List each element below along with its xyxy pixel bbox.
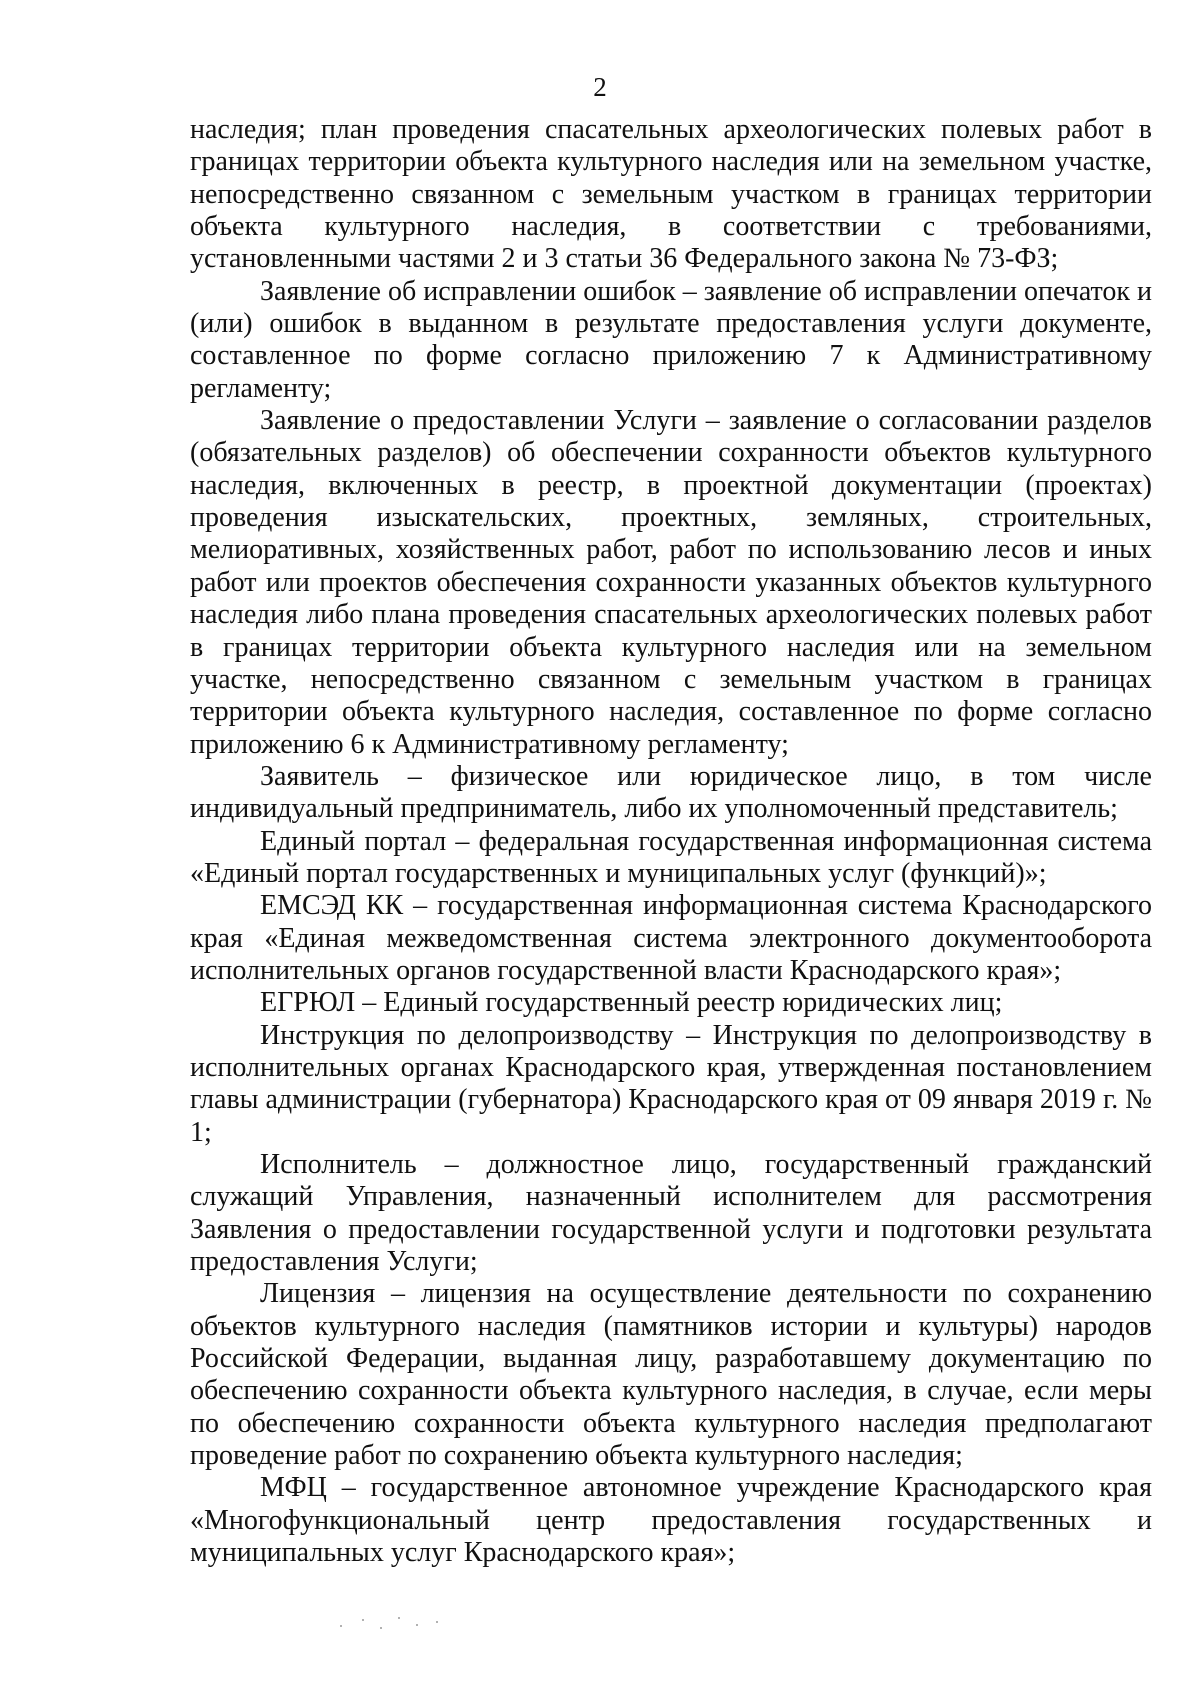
scan-speckle [340,1615,450,1631]
document-body [190,114,1152,1569]
paragraph-mfc: МФЦ – государственное автономное учреждение Краснодарского края «Многофункциональный центр предоставления государственных и муниципальных услуг Краснодарского края»; [190,1472,1152,1569]
page-number: 2 [593,72,607,102]
paragraph-executor: Исполнитель – должностное лицо, государственный гражданский служащий Управления, назначенный исполнителем для рассмотрения Заявления о предоставлении государственной услуги и подготовки результата предоставления Услуги; [190,1149,1152,1278]
paragraph-service-application: Заявление о предоставлении Услуги – заявление о согласовании разделов (обязательных разделов) об обеспечении сохранности объектов культурного наследия, включенных в реестр, в проектной документации (проектах) проведения изыскательских, проектных, земляных, строительных, мелиоративных, хозяйственных работ, работ по использованию лесов и иных работ или проектов обеспечения сохранности указанных объектов культурного наследия либо плана проведения спасательных археологических полевых работ в границах территории объекта культурного наследия или на земельном участке, непосредственно связанном с земельным участком в границах территории объекта культурного наследия, составленное по форме согласно приложению 6 к Административному регламенту; [190,405,1152,760]
paragraph-license: Лицензия – лицензия на осуществление деятельности по сохранению объектов культурного наследия (памятников истории и культуры) народов Российской Федерации, выданная лицу, разработавшему документацию по обеспечению сохранности объекта культурного наследия, в случае, если меры по обеспечению сохранности объекта культурного наследия предполагают проведение работ по сохранению объекта культурного наследия; [190,1278,1152,1472]
paragraph-applicant: Заявитель – физическое или юридическое лицо, в том числе индивидуальный предприниматель, либо их уполномоченный представитель; [190,760,1152,825]
paragraph-error-correction-application: Заявление об исправлении ошибок – заявление об исправлении опечаток и (или) ошибок в выданном в результате предоставления услуги документе, составленное по форме согласно приложению 7 к Административному регламенту; [190,275,1152,404]
paragraph-heritage-plan: наследия; план проведения спасательных археологических полевых работ в границах территории объекта культурного наследия или на земельном участке, непосредственно связанном с земельным участком в границах территории объекта культурного наследия, в соответствии с требованиями, установленными частями 2 и 3 статьи 36 Федерального закона № 73-ФЗ; [190,114,1152,275]
paragraph-unified-portal: Единый портал – федеральная государственная информационная система «Единый портал государственных и муниципальных услуг (функций)»; [190,825,1152,889]
paragraph-egrul: ЕГРЮЛ – Единый государственный реестр юридических лиц; [260,987,1003,1019]
paragraph-records-instruction: Инструкция по делопроизводству – Инструкция по делопроизводству в исполнительных органах Краснодарского края, утвержденная постановлением главы администрации (губернатора) Краснодарского края от 09 января 2019 г. № 1; [190,1019,1152,1148]
paragraph-emsed-kk: ЕМСЭД КК – государственная информационная система Краснодарского края «Единая межведомственная система электронного документооборота исполнительных органов государственной власти Краснодарского края»; [190,890,1152,986]
